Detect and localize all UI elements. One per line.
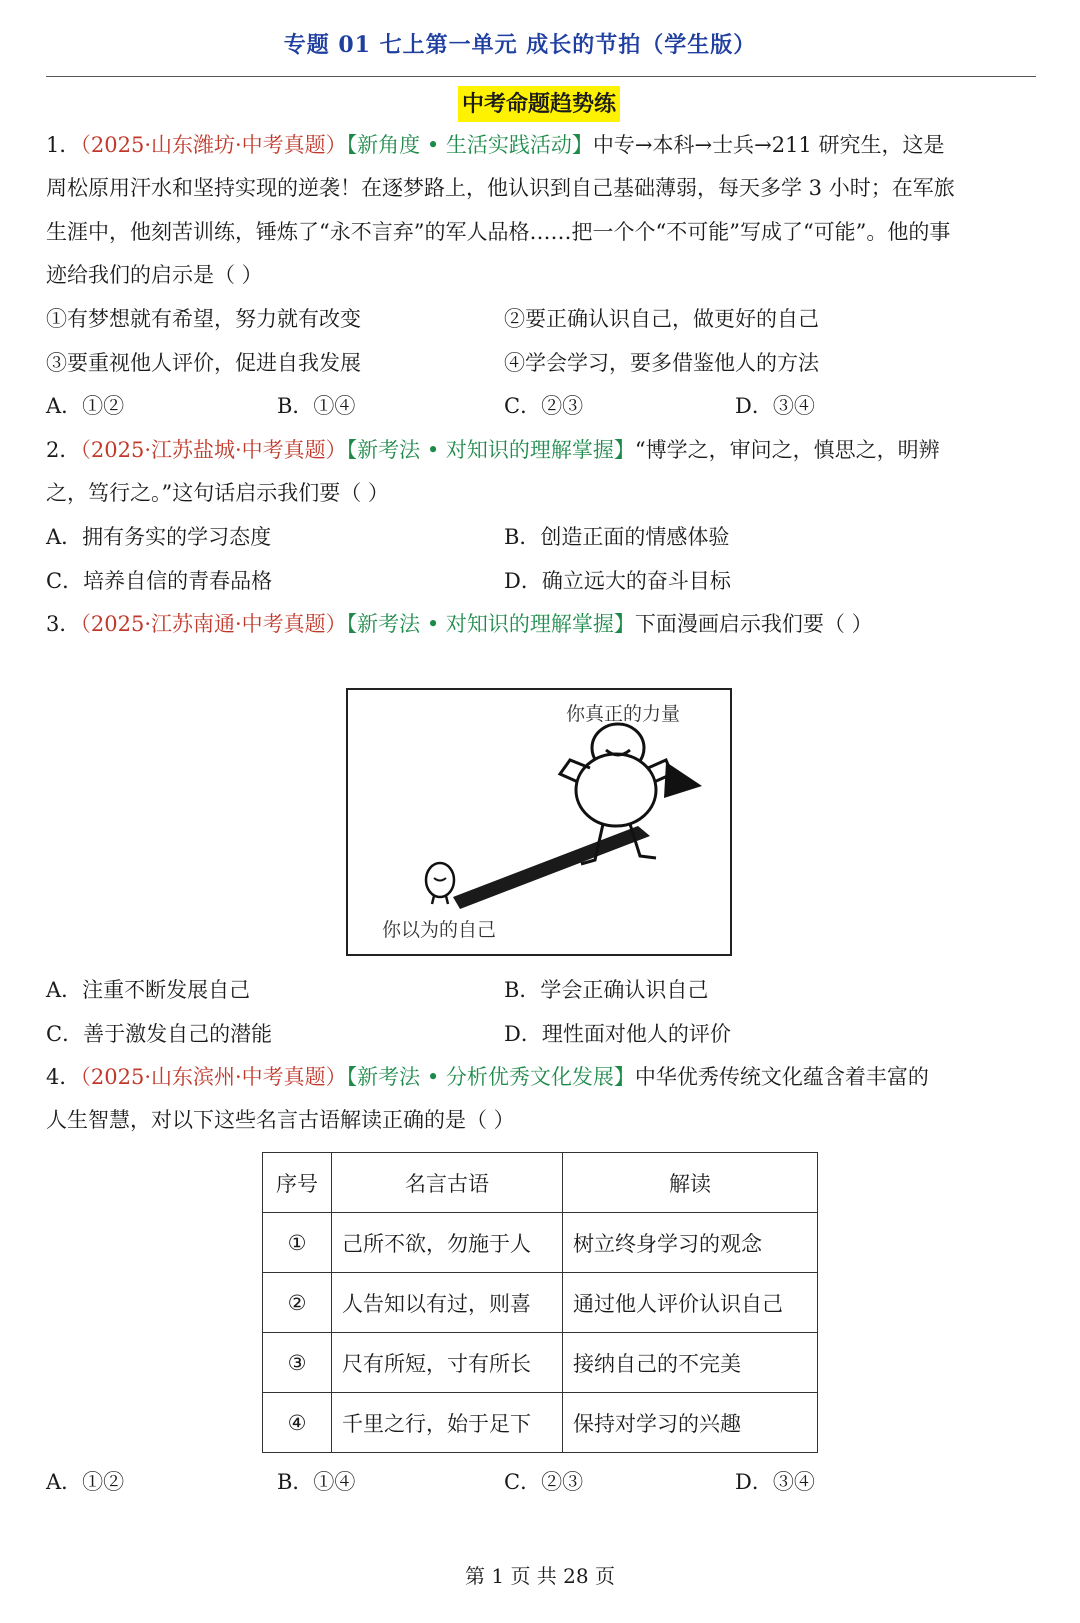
section-title: 中考命题趋势练 (458, 86, 620, 122)
q1-text-line: 迹给我们的启示是（ ） (46, 263, 263, 287)
q3-choice-a[interactable]: A．注重不断发展自己 (46, 978, 251, 1002)
q3-choice-d[interactable]: D．理性面对他人的评价 (504, 1022, 731, 1046)
q1-statement: ③要重视他人评价，促进自我发展 (46, 351, 361, 375)
q1-first-line (46, 130, 944, 160)
q4-tag: 【新考法 • 分析优秀文化发展】 (346, 1065, 635, 1089)
header-divider (46, 76, 1036, 77)
q1-tag: 【新角度 • 生活实践活动】 (346, 133, 593, 157)
q2-text-line: 之，笃行之。”这句话启示我们要（ ） (46, 481, 389, 505)
q3-source: （2025·江苏南通·中考真题） (80, 612, 347, 636)
comic-image (346, 688, 732, 956)
comic-label-top: 你真正的力量 (566, 703, 681, 725)
table-cell: ② (263, 1273, 332, 1333)
q3-choice-b[interactable]: B．学会正确认识自己 (504, 978, 709, 1002)
table-header-cell: 名言古语 (332, 1153, 563, 1213)
q4-choice-a[interactable]: A．①② (46, 1470, 125, 1494)
small-figure-leg (432, 896, 434, 904)
table-header-row (263, 1153, 818, 1213)
table-row (263, 1333, 818, 1393)
q2-first-line (46, 435, 940, 465)
q1-statement: ④学会学习，要多借鉴他人的方法 (504, 351, 819, 375)
table-header-cell: 序号 (263, 1153, 332, 1213)
table-cell: ③ (263, 1333, 332, 1393)
q3-first-line (46, 609, 873, 639)
q3-tag: 【新考法 • 对知识的理解掌握】 (346, 612, 635, 636)
table-cell: 人告知以有过，则喜 (332, 1273, 563, 1333)
q4-source: （2025·山东滨州·中考真题） (80, 1065, 347, 1089)
q4-choice-b[interactable]: B．①④ (277, 1470, 356, 1494)
q4-choice-d[interactable]: D．③④ (735, 1470, 815, 1494)
q2-tag: 【新考法 • 对知识的理解掌握】 (346, 438, 635, 462)
small-figure-leg (446, 896, 448, 904)
q3-choice-c[interactable]: C．善于激发自己的潜能 (46, 1022, 273, 1046)
q1-number: 1． (46, 133, 81, 157)
q1-source: （2025·山东潍坊·中考真题） (80, 133, 347, 157)
q1-choice-d[interactable]: D．③④ (735, 394, 815, 418)
quotes-table (262, 1152, 818, 1453)
q2-choice-b[interactable]: B．创造正面的情感体验 (504, 525, 730, 549)
q1-text-line: 中专→本科→士兵→211 研究生，这是 (592, 133, 945, 157)
q2-choice-d[interactable]: D．确立远大的奋斗目标 (504, 569, 731, 593)
table-row (263, 1393, 818, 1453)
table-cell: 己所不欲，勿施于人 (332, 1213, 563, 1273)
table-cell: ④ (263, 1393, 332, 1453)
q4-text-line: 人生智慧，对以下这些名言古语解读正确的是（ ） (46, 1108, 515, 1132)
document-title: 专题 01 七上第一单元 成长的节拍（学生版） (283, 32, 757, 58)
table-cell: 尺有所短，寸有所长 (332, 1333, 563, 1393)
table-cell: 千里之行，始于足下 (332, 1393, 563, 1453)
table-row (263, 1273, 818, 1333)
q1-text-line: 周松原用汗水和坚持实现的逆袭！在逐梦路上，他认识到自己基础薄弱，每天多学 3 小时；在军旅 (46, 176, 955, 200)
q1-choice-a[interactable]: A．①② (46, 394, 125, 418)
table-cell: 树立终身学习的观念 (563, 1213, 818, 1273)
q1-statement: ①有梦想就有希望，努力就有改变 (46, 307, 361, 331)
q2-source: （2025·江苏盐城·中考真题） (80, 438, 347, 462)
table-cell: 接纳自己的不完美 (563, 1333, 818, 1393)
big-figure-body (576, 754, 656, 826)
q1-text-line: 生涯中，他刻苦训练，锤炼了“永不言弃”的军人品格……把一个个“不可能”写成了“可能”。他的事 (46, 220, 951, 244)
comic-drawing (348, 690, 730, 954)
q4-text-line: 中华优秀传统文化蕴含着丰富的 (634, 1065, 929, 1089)
q4-choice-c[interactable]: C．②③ (504, 1470, 584, 1494)
shadow-shape (453, 826, 650, 909)
q2-choice-c[interactable]: C．培养自信的青春品格 (46, 569, 273, 593)
table-row (263, 1213, 818, 1273)
q4-number: 4． (46, 1065, 81, 1089)
table-cell: 保持对学习的兴趣 (563, 1393, 818, 1453)
q3-text-line: 下面漫画启示我们要（ ） (634, 612, 873, 636)
q1-choice-c[interactable]: C．②③ (504, 394, 584, 418)
table-cell: ① (263, 1213, 332, 1273)
q2-text-line: “博学之，审问之，慎思之，明辨 (634, 438, 940, 462)
q2-choice-a[interactable]: A．拥有务实的学习态度 (46, 525, 272, 549)
q3-number: 3． (46, 612, 81, 636)
q4-first-line (46, 1062, 929, 1092)
table-cell: 通过他人评价认识自己 (563, 1273, 818, 1333)
q2-number: 2． (46, 438, 81, 462)
page-footer: 第 1 页 共 28 页 (465, 1564, 615, 1588)
comic-label-bottom: 你以为的自己 (382, 919, 497, 941)
q1-choice-b[interactable]: B．①④ (277, 394, 356, 418)
q1-statement: ②要正确认识自己，做更好的自己 (504, 307, 819, 331)
table-header-cell: 解读 (563, 1153, 818, 1213)
